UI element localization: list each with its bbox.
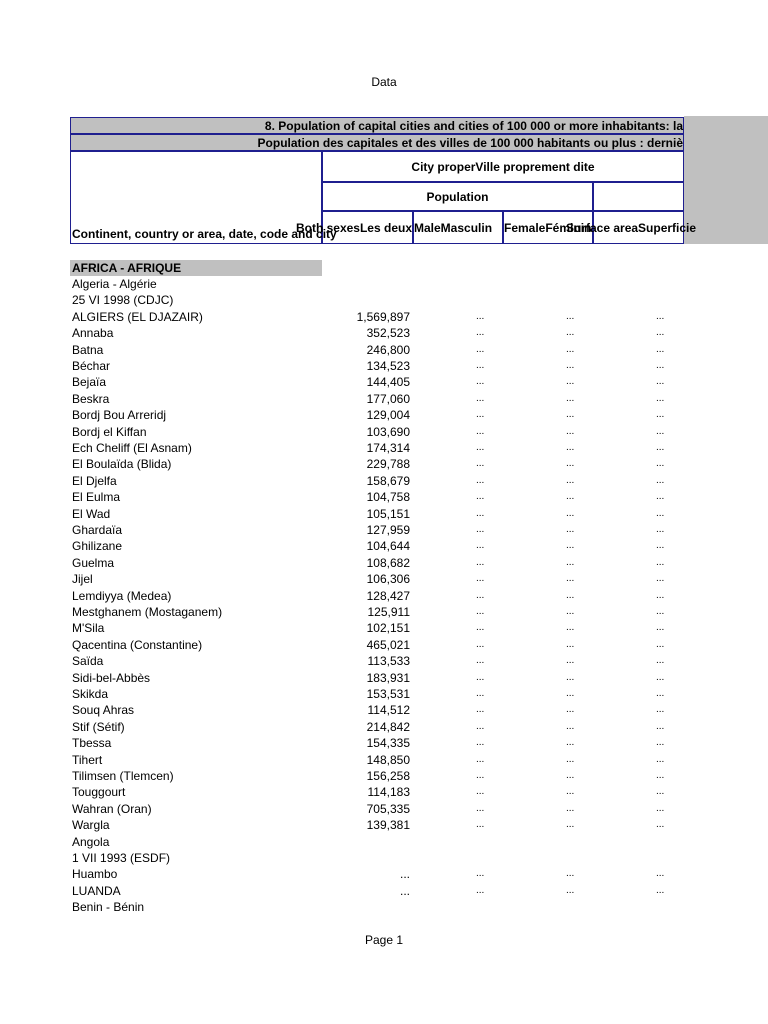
male-cell: ... (476, 753, 485, 765)
male-cell: ... (476, 425, 485, 437)
city-name-cell: Bordj el Kiffan (72, 424, 147, 439)
surface-area-cell: ... (656, 573, 665, 585)
male-cell: ... (476, 524, 485, 535)
table-row (0, 440, 768, 456)
table-row (0, 473, 768, 489)
city-name-cell: ALGIERS (EL DJAZAIR) (72, 309, 203, 324)
city-name-cell: Souq Ahras (72, 703, 135, 718)
table-row (0, 784, 768, 800)
table-row (0, 817, 768, 833)
both-sexes-cell: 134,523 (366, 359, 410, 373)
table-row (0, 834, 768, 850)
surface-area-cell: ... (656, 786, 665, 798)
table-row (0, 686, 768, 702)
male-cell: ... (476, 606, 485, 617)
surface-area-cell: ... (656, 688, 665, 699)
surface-area-cell: ... (656, 442, 665, 453)
surface-area-cell: ... (656, 753, 665, 765)
both-sexes-cell: 105,151 (366, 506, 410, 521)
surface-area-cell: ... (656, 343, 665, 355)
both-sexes-cell: 113,533 (367, 654, 410, 669)
male-cell: ... (476, 884, 485, 896)
female-cell: ... (566, 540, 575, 552)
both-sexes-cell: 183,931 (366, 670, 410, 685)
table-row (0, 637, 768, 653)
female-cell: ... (566, 786, 575, 798)
male-cell: ... (476, 868, 485, 880)
city-name-cell: Angola (72, 834, 110, 849)
surface-area-cell: ... (656, 409, 665, 421)
header-grey-fill (684, 116, 768, 244)
city-name-cell: Benin - Bénin (72, 900, 145, 915)
city-name-cell: Skikda (72, 687, 109, 701)
table-row (0, 292, 768, 308)
male-cell: ... (476, 310, 485, 322)
both-sexes-cell: 106,306 (366, 572, 410, 587)
city-name-cell: Beskra (72, 391, 110, 406)
table-row (0, 309, 768, 325)
female-cell: ... (566, 638, 575, 650)
table-row (0, 850, 768, 866)
male-cell: ... (476, 507, 485, 519)
male-cell: ... (476, 688, 485, 699)
table-row (0, 325, 768, 341)
both-sexes-cell: 148,850 (366, 752, 410, 767)
city-name-cell: Qacentina (Constantine) (72, 637, 203, 652)
male-cell: ... (476, 737, 485, 749)
city-name-cell: Tbessa (72, 736, 112, 751)
table-row (0, 391, 768, 407)
surface-area-cell: ... (656, 392, 665, 404)
female-cell: ... (566, 310, 575, 322)
female-cell: ... (566, 622, 575, 634)
male-cell: ... (476, 556, 485, 568)
both-sexes-cell: 156,258 (366, 769, 410, 783)
surface-area-cell: ... (656, 737, 665, 749)
city-name-cell: Tilimsen (Tlemcen) (72, 769, 174, 783)
male-cell: ... (476, 360, 485, 371)
female-cell: ... (566, 819, 575, 831)
table-row (0, 620, 768, 636)
surface-area-cell: ... (656, 802, 665, 814)
male-cell: ... (476, 343, 485, 355)
female-cell: ... (566, 524, 575, 535)
both-sexes-cell: 114,512 (367, 703, 410, 718)
male-cell: ... (476, 589, 485, 601)
surface-area-cell: ... (656, 524, 665, 535)
city-name-cell: M'Sila (72, 621, 105, 636)
male-cell: ... (476, 720, 485, 732)
region-heading: AFRICA - AFRIQUE (70, 260, 322, 276)
female-cell: ... (566, 655, 575, 667)
both-sexes-cell: 229,788 (366, 457, 410, 472)
surface-area-cell: ... (656, 819, 665, 831)
female-cell: ... (566, 409, 575, 421)
surface-area-cell: ... (656, 638, 665, 650)
city-name-cell: Ghardaïa (72, 523, 123, 537)
table-row (0, 588, 768, 604)
table-title-fr: Population des capitales et des villes de 100 000 habitants ou plus : derniè (70, 134, 684, 151)
population-header: Population (322, 182, 593, 211)
surface-area-cell: ... (656, 720, 665, 732)
male-cell: ... (476, 376, 485, 388)
city-name-cell: Stif (Sétif) (72, 719, 125, 734)
male-cell: ... (476, 540, 485, 552)
col-male: MaleMasculin (413, 211, 503, 244)
male-cell: ... (476, 327, 485, 339)
both-sexes-cell: 158,679 (366, 473, 410, 488)
city-name-cell: Ghilizane (72, 539, 123, 554)
both-sexes-cell: 125,911 (367, 605, 410, 619)
male-cell: ... (476, 786, 485, 798)
male-cell: ... (476, 442, 485, 453)
female-cell: ... (566, 474, 575, 486)
female-cell: ... (566, 491, 575, 503)
female-cell: ... (566, 360, 575, 371)
city-name-cell: Annaba (72, 326, 114, 341)
surface-area-cell: ... (656, 360, 665, 371)
surface-area-cell: ... (656, 491, 665, 503)
table-row (0, 342, 768, 358)
male-cell: ... (476, 819, 485, 831)
table-row (0, 358, 768, 374)
city-name-cell: El Djelfa (72, 473, 117, 488)
both-sexes-cell: 177,060 (366, 391, 410, 406)
surface-area-cell: ... (656, 540, 665, 552)
both-sexes-cell: ... (399, 867, 410, 882)
surface-area-cell: ... (656, 310, 665, 322)
both-sexes-cell: 104,758 (366, 490, 410, 505)
surface-area-cell: ... (656, 671, 665, 683)
both-sexes-cell: 154,335 (366, 736, 410, 751)
surface-area-cell: ... (656, 770, 665, 781)
male-cell: ... (476, 802, 485, 814)
female-cell: ... (566, 688, 575, 699)
city-name-cell: El Boulaïda (Blida) (72, 457, 172, 472)
both-sexes-cell: ... (399, 883, 410, 898)
surface-area-cell: ... (656, 474, 665, 486)
male-cell: ... (476, 655, 485, 667)
both-sexes-cell: 128,427 (366, 588, 410, 603)
surface-area-cell: ... (656, 884, 665, 896)
surface-area-cell: ... (656, 376, 665, 388)
surface-area-cell: ... (656, 507, 665, 519)
surface-area-cell: ... (656, 458, 665, 470)
city-name-cell: Bordj Bou Arreridj (72, 408, 167, 423)
male-cell: ... (476, 770, 485, 781)
city-name-cell: Jijel (72, 572, 93, 587)
male-cell: ... (476, 638, 485, 650)
city-name-cell: Wargla (72, 818, 110, 833)
female-cell: ... (566, 425, 575, 437)
both-sexes-cell: 465,021 (366, 637, 410, 652)
table-row (0, 670, 768, 686)
female-cell: ... (566, 376, 575, 388)
city-name-cell: Mestghanem (Mostaganem) (72, 605, 223, 619)
table-row (0, 538, 768, 554)
male-cell: ... (476, 392, 485, 404)
city-name-cell: Tihert (72, 752, 103, 767)
city-name-cell: Guelma (72, 555, 115, 570)
city-name-cell: Wahran (Oran) (72, 801, 152, 816)
surface-area-cell: ... (656, 622, 665, 634)
female-cell: ... (566, 442, 575, 453)
table-row (0, 456, 768, 472)
both-sexes-cell: 114,183 (367, 785, 410, 800)
table-row (0, 735, 768, 751)
surface-area-cell: ... (656, 556, 665, 568)
city-name-cell: Sidi-bel-Abbès (72, 670, 151, 685)
male-cell: ... (476, 491, 485, 503)
male-cell: ... (476, 573, 485, 585)
female-cell: ... (566, 573, 575, 585)
table-row (0, 883, 768, 899)
surface-area-cell: ... (656, 868, 665, 880)
table-row (0, 522, 768, 538)
city-name-cell: Huambo (72, 867, 118, 882)
table-row (0, 424, 768, 440)
col-surface-area: Surface areaSuperficie (593, 211, 684, 244)
table-row (0, 604, 768, 620)
female-cell: ... (566, 802, 575, 814)
both-sexes-cell: 139,381 (366, 818, 410, 833)
female-cell: ... (566, 507, 575, 519)
female-cell: ... (566, 589, 575, 601)
col-both-sexes: Both sexesLes deux (322, 211, 413, 244)
male-cell: ... (476, 474, 485, 486)
female-cell: ... (566, 327, 575, 339)
both-sexes-cell: 214,842 (366, 719, 410, 734)
table-row (0, 506, 768, 522)
both-sexes-cell: 102,151 (366, 621, 410, 636)
female-cell: ... (566, 671, 575, 683)
both-sexes-cell: 352,523 (366, 326, 410, 341)
table-row (0, 768, 768, 784)
female-cell: ... (566, 770, 575, 781)
surface-area-cell: ... (656, 327, 665, 339)
table-row (0, 719, 768, 735)
table-row (0, 801, 768, 817)
city-name-cell: Béchar (72, 359, 111, 373)
surface-area-cell: ... (656, 655, 665, 667)
surface-area-cell: ... (656, 704, 665, 716)
female-cell: ... (566, 737, 575, 749)
table-row (0, 407, 768, 423)
male-cell: ... (476, 671, 485, 683)
city-name-cell: El Wad (72, 506, 111, 521)
page-footer: Page 1 (364, 933, 404, 947)
table-row (0, 555, 768, 571)
surface-area-cell: ... (656, 606, 665, 617)
table-row (0, 702, 768, 718)
both-sexes-cell: 127,959 (366, 523, 410, 537)
male-cell: ... (476, 458, 485, 470)
female-cell: ... (566, 720, 575, 732)
both-sexes-cell: 246,800 (366, 342, 410, 357)
table-row (0, 276, 768, 292)
table-row (0, 752, 768, 768)
city-name-cell: 25 VI 1998 (CDJC) (72, 293, 174, 308)
city-name-cell: Batna (72, 342, 104, 357)
table-title-en: 8. Population of capital cities and cities of 100 000 or more inhabitants: la (70, 117, 684, 134)
city-name-cell: Saïda (72, 654, 104, 669)
female-cell: ... (566, 704, 575, 716)
female-cell: ... (566, 343, 575, 355)
city-name-cell: Ech Cheliff (El Asnam) (72, 441, 192, 455)
city-name-cell: Bejaïa (72, 375, 107, 390)
city-name-cell: Touggourt (72, 785, 126, 800)
male-cell: ... (476, 409, 485, 421)
city-name-cell: El Eulma (72, 490, 121, 505)
male-cell: ... (476, 704, 485, 716)
table-row (0, 489, 768, 505)
population-side-cell (593, 182, 684, 211)
table-row (0, 653, 768, 669)
city-name-cell: Algeria - Algérie (72, 277, 157, 291)
male-cell: ... (476, 622, 485, 634)
city-name-cell: Lemdiyya (Medea) (72, 588, 172, 603)
table-row (0, 571, 768, 587)
both-sexes-cell: 1,569,897 (356, 309, 410, 324)
both-sexes-cell: 144,405 (366, 375, 410, 390)
female-cell: ... (566, 606, 575, 617)
female-cell: ... (566, 392, 575, 404)
female-cell: ... (566, 458, 575, 470)
table-row (0, 374, 768, 390)
female-cell: ... (566, 556, 575, 568)
female-cell: ... (566, 753, 575, 765)
female-cell: ... (566, 884, 575, 896)
both-sexes-cell: 103,690 (366, 424, 410, 439)
female-cell: ... (566, 868, 575, 880)
table-row (0, 866, 768, 882)
both-sexes-cell: 104,644 (366, 539, 410, 554)
col-female: FemaleFéminin (503, 211, 593, 244)
both-sexes-cell: 153,531 (366, 687, 410, 701)
page-header: Data (371, 75, 397, 89)
both-sexes-cell: 705,335 (366, 801, 410, 816)
both-sexes-cell: 108,682 (366, 555, 410, 570)
both-sexes-cell: 174,314 (366, 441, 410, 455)
table-row (0, 899, 768, 915)
city-proper-header: City properVille proprement dite (322, 151, 684, 182)
surface-area-cell: ... (656, 425, 665, 437)
col-continent-header: Continent, country or area, date, code and city (72, 227, 337, 241)
city-name-cell: 1 VII 1993 (ESDF) (72, 851, 171, 865)
city-name-cell: LUANDA (72, 883, 121, 898)
surface-area-cell: ... (656, 589, 665, 601)
both-sexes-cell: 129,004 (366, 408, 410, 423)
